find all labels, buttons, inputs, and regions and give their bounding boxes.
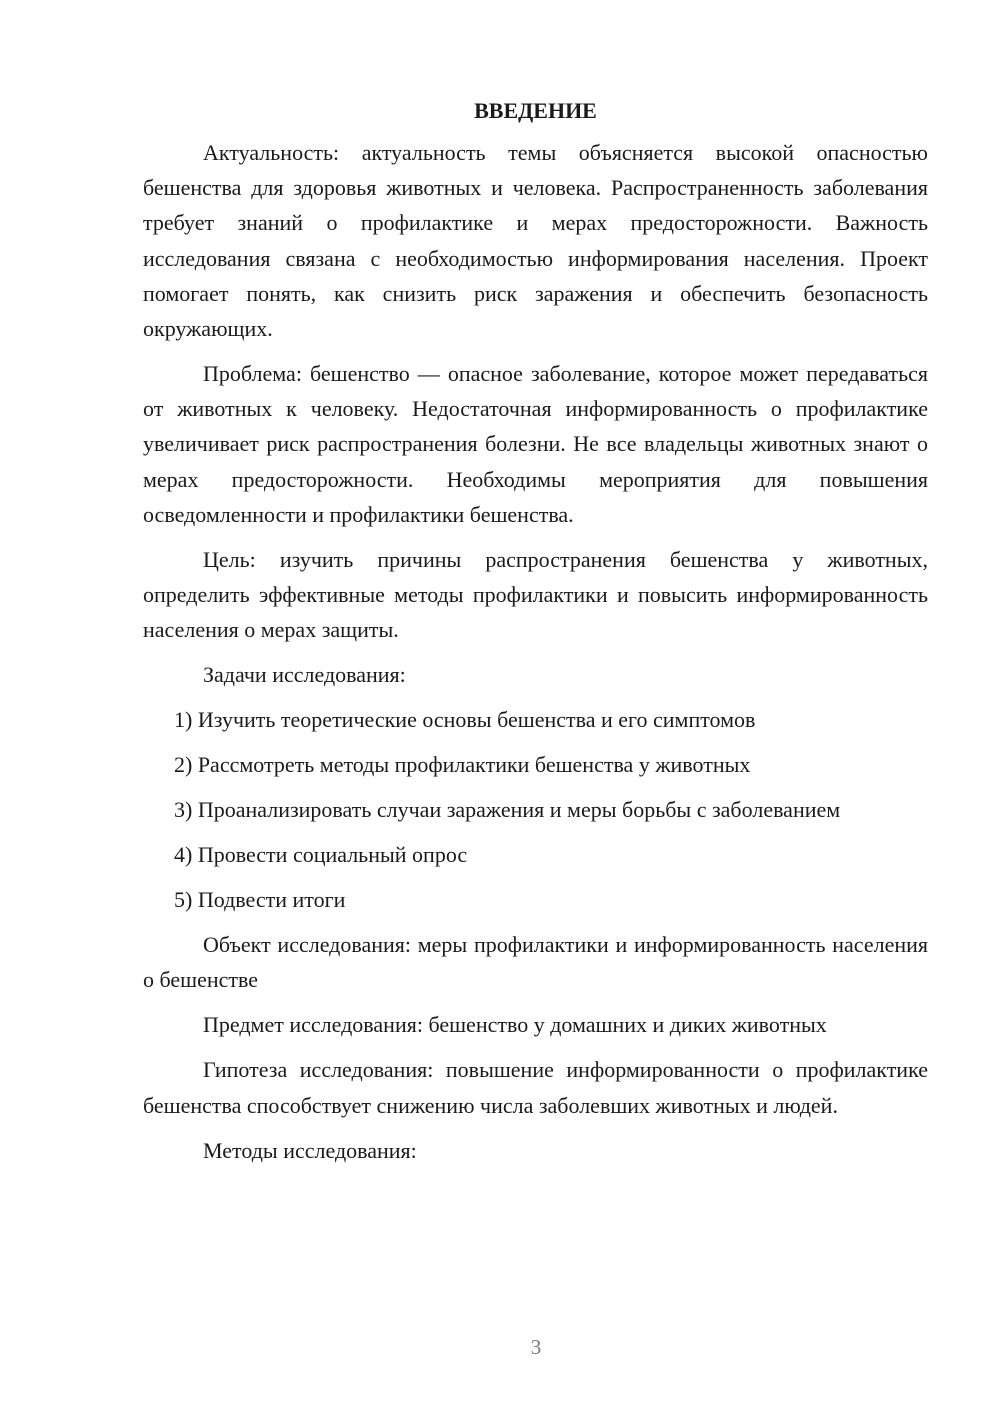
section-title: ВВЕДЕНИЕ (474, 98, 597, 123)
relevance-paragraph: Актуальность: актуальность темы объясняется высокой опасностью бешенства для здоровья животных и человека. Распространенность заболевания требует знаний о профилактике и мерах предосторожности. Важность исследования связана с необходимостью информирования населения. Проект помогает понять, как снизить риск заражения и обеспечить безопасность окружающих. (143, 140, 928, 342)
goal-paragraph: Цель: изучить причины распространения бешенства у животных, определить эффективные методы профилактики и повысить информированность населения о мерах защиты. (143, 546, 928, 643)
problem-paragraph: Проблема: бешенство — опасное заболевание, которое может передаваться от животных к человеку. Недостаточная информированность о профилактике увеличивает риск распространения болезни. Не все владельцы животных знают о мерах предосторожности. Необходимы мероприятия для повышения осведомленности и профилактики бешенства. (143, 361, 928, 527)
task-item-2: 2) Рассмотреть методы профилактики бешенства у животных (174, 752, 751, 778)
task-item-5: 5) Подвести итоги (174, 887, 346, 913)
task-item-1: 1) Изучить теоретические основы бешенства и его симптомов (174, 707, 756, 733)
object-paragraph: Объект исследования: меры профилактики и информированность населения о бешенстве (143, 932, 928, 993)
document-page (143, 93, 928, 1178)
subject-paragraph: Предмет исследования: бешенство у домашних и диких животных (203, 1012, 827, 1038)
page-number: 3 (530, 1335, 542, 1359)
methods-heading: Методы исследования: (203, 1137, 417, 1163)
tasks-heading: Задачи исследования: (203, 662, 406, 688)
task-item-3: 3) Проанализировать случаи заражения и меры борьбы с заболеванием (174, 797, 841, 823)
task-item-4: 4) Провести социальный опрос (174, 842, 468, 868)
hypothesis-paragraph: Гипотеза исследования: повышение информированности о профилактике бешенства способствует снижению числа заболевших животных и людей. (143, 1057, 928, 1118)
